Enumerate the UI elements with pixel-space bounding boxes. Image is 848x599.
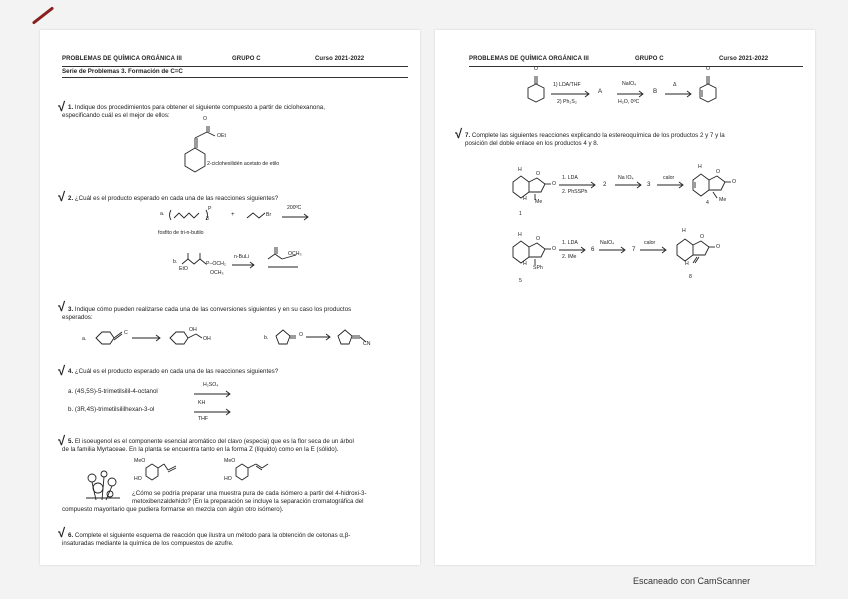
reaction-arrow — [559, 182, 599, 188]
p3-text-2: esperados: — [62, 314, 93, 321]
reaction-arrow — [282, 214, 312, 220]
p7-r2-p-num: 8 — [689, 274, 692, 280]
p4-a: a. (4S,5S)-5-trimetilsilil-4-octanol — [68, 388, 158, 395]
p6-text-1: 6. Complete el siguiente esquema de reacción que ilustra un método para la obtención de cetonas α,β- — [68, 532, 351, 539]
p7-n3: 3 — [647, 181, 651, 188]
left-page — [40, 30, 420, 565]
p5-text-2: de la familia Myrtaceae. En la planta se encuentra tanto en la forma Z (líquido) como en la E (sólido). — [62, 446, 339, 453]
p7-r2-r2: NaIO₄ — [600, 240, 615, 246]
header-group: GRUPO C — [232, 56, 261, 62]
series-title: Serie de Problemas 3. Formación de C=C — [62, 68, 183, 75]
p7-r1-r1-bot: 2. PhSSPh — [562, 189, 588, 195]
header-course: Curso 2021-2022 — [315, 56, 365, 62]
left-header — [62, 56, 410, 66]
p6-a: A — [598, 88, 603, 95]
p7-r2-co: O — [552, 246, 557, 252]
p2-a-temp: 200ºC — [287, 205, 302, 211]
p7-r1-p-o: O — [716, 169, 721, 175]
p7-r2-r3: calor — [644, 240, 656, 246]
header-group: GRUPO C — [635, 56, 664, 62]
p2-a-sub3: 3 — [206, 216, 209, 222]
p7-text-1: 7. Complete las siguientes reacciones explicando la estereoquímica de los productos 2 y 7 y la — [465, 132, 725, 139]
reaction-arrow — [665, 91, 695, 97]
p6-prod-o: O — [706, 66, 711, 72]
p7-r2-sph: SPh — [533, 265, 543, 271]
p7-n7: 7 — [632, 246, 636, 253]
p2-a-br: Br — [266, 212, 272, 218]
p3-text-1: 3. Indique cómo pueden realizarse cada una de las conversiones siguientes y en su caso los productos — [68, 306, 352, 313]
header-title: PROBLEMAS DE QUÍMICA ORGÁNICA III — [62, 56, 182, 62]
p3-a-label: a. — [82, 336, 87, 342]
check-mark: √ — [58, 363, 66, 378]
check-mark: √ — [58, 525, 66, 540]
header-title: PROBLEMAS DE QUÍMICA ORGÁNICA III — [469, 56, 589, 62]
p6-r3: Δ — [673, 82, 677, 88]
scanner-watermark: Escaneado con CamScanner — [633, 576, 751, 586]
p2-b-reagent: n-BuLi — [234, 254, 249, 260]
p7-r1-r3: calor — [663, 175, 675, 181]
p5-question-3: compuesto mayoritario que pudiera formarse en mezcla con algún otro isómero). — [62, 506, 284, 513]
p5-question-1: ¿Cómo se podría preparar una muestra pura de cada isómero a partir del 4-hidroxi-3- — [132, 490, 367, 497]
right-page — [435, 30, 815, 565]
p5-s2-meo: MeO — [224, 458, 236, 464]
p7-r2-p-h2: H — [685, 261, 689, 267]
p7-n2: 2 — [603, 181, 607, 188]
p7-r2-r1-top: 1. LDA — [562, 240, 578, 246]
p3-a-oh2: OH — [203, 336, 211, 342]
reaction-arrow — [232, 262, 258, 268]
p7-r1-p-h: H — [698, 164, 702, 170]
p7-r1-p-me: Me — [719, 197, 727, 203]
pen-mark — [32, 6, 54, 24]
reaction-arrow — [615, 182, 645, 188]
p3-b-o: O — [299, 332, 304, 338]
p7-r2-o: O — [536, 236, 541, 242]
check-mark: √ — [58, 99, 66, 114]
p6-cyclohexanone — [525, 72, 545, 106]
p4-a-reagent: H₂SO₄ — [203, 382, 219, 388]
p2-a-name: fosfito de tri-n-butilo — [158, 230, 204, 236]
p4-b-reagent-top: KH — [198, 400, 206, 406]
p4-b: b. (3R,4S)-trimetilsililhexan-3-ol — [68, 406, 155, 413]
check-mark: √ — [58, 433, 66, 448]
title-rule — [62, 77, 408, 78]
p1-compound-name: 2-ciclohexilidén acetato de etilo — [207, 161, 280, 167]
p1-text-1: 1. Indique dos procedimientos para obtener el siguiente compuesto a partir de ciclohexanona, — [68, 104, 325, 111]
p3-b-label: b. — [264, 335, 269, 341]
p5-s2-ho: HO — [224, 476, 232, 482]
p7-r1-h-top: H — [518, 167, 522, 173]
p6-enone — [697, 72, 721, 106]
p7-r2-num: 5 — [519, 278, 522, 284]
p7-r2-p-h: H — [682, 228, 686, 234]
p4-b-reagent-bot: THF — [198, 416, 209, 422]
p7-r2-p-o: O — [700, 234, 705, 240]
p7-r2-r1-bot: 2. IMe — [562, 254, 577, 260]
p1-structure — [175, 126, 235, 176]
p1-o-label: O — [203, 116, 208, 122]
header-rule — [469, 66, 803, 67]
p7-r1-h-bot: H — [523, 196, 527, 202]
header-course: Curso 2021-2022 — [719, 56, 769, 62]
right-header — [457, 56, 805, 66]
p7-r1-r2: Na IO₄ — [618, 175, 634, 181]
p7-r2-h-top: H — [518, 232, 522, 238]
p7-r1-me: Me — [535, 199, 543, 205]
p5-text-1: 5. El isoeugenol es el componente esencial aromático del clavo (especia) que es la flor seca de un árbol — [68, 438, 354, 445]
p3-a-scheme — [92, 326, 242, 350]
p7-r1-num: 1 — [519, 211, 522, 217]
check-mark: √ — [58, 189, 66, 204]
p6-r1-top: 1) LDA/THF — [553, 82, 581, 88]
p7-r1-co: O — [552, 181, 557, 187]
p2-b-label: b. — [173, 259, 178, 265]
reaction-arrow — [551, 91, 593, 97]
p7-r1-r1-top: 1. LDA — [562, 175, 578, 181]
p7-text-2: posición del doble enlace en los productos 4 y 8. — [465, 140, 599, 147]
p7-r2-h-bot: H — [523, 261, 527, 267]
p2-a-label: a. — [160, 211, 165, 217]
reaction-arrow — [617, 91, 647, 97]
p6-b: B — [653, 88, 658, 95]
p2-a-plus: + — [231, 211, 235, 218]
reaction-arrow — [599, 247, 629, 253]
p2-b-och2: P–OCH₂ — [206, 261, 226, 267]
check-mark: √ — [455, 126, 463, 141]
reaction-arrow — [194, 391, 234, 397]
p5-s1-ho: HO — [134, 476, 142, 482]
p4-text: 4. ¿Cuál es el producto esperado en cada una de las reacciones siguientes? — [68, 368, 279, 375]
p2-b-och3: OCH₃ — [210, 270, 224, 276]
p7-r1-p-num: 4 — [706, 200, 709, 206]
p7-r1-o: O — [536, 171, 541, 177]
p3-b-scheme — [272, 326, 382, 352]
check-mark: √ — [58, 299, 66, 314]
p3-a-c: C — [124, 330, 128, 336]
clove-illustration — [82, 468, 124, 504]
p7-n6: 6 — [591, 246, 595, 253]
header-rule — [62, 66, 408, 67]
p2-text: 2. ¿Cuál es el producto esperado en cada una de las reacciones siguientes? — [68, 195, 279, 202]
p6-r2-top: NaIO₄ — [622, 81, 637, 87]
p7-r2-p-co: O — [716, 244, 721, 250]
reaction-arrow — [559, 247, 589, 253]
p6-r1-bot: 2) Ph₂S₂ — [557, 99, 577, 105]
p2-b-product-och3: OCH₃ — [288, 251, 302, 257]
p1-oet-label: OEt — [217, 133, 226, 139]
reaction-arrow — [194, 409, 234, 415]
p2-a-p: P — [208, 206, 212, 212]
p1-text-2: especificando cuál es el mejor de ellos: — [62, 112, 170, 119]
p5-s1-meo: MeO — [134, 458, 146, 464]
p6-r2-bot: H₂O, 0ºC — [618, 99, 640, 105]
p6-o-label: O — [534, 66, 539, 72]
p3-b-cn: CN — [363, 341, 371, 347]
reaction-arrow — [657, 182, 687, 188]
p3-a-oh: OH — [189, 327, 197, 333]
p5-question-2: metoxibenzaldehído? (En la preparación se incluye la separación cromatográfica del — [132, 498, 364, 505]
p2-b-eto: EtO — [179, 266, 188, 272]
p6-text-2: insaturadas mediante la química de los compuestos de azufre. — [62, 540, 234, 547]
reaction-arrow — [640, 247, 670, 253]
p7-r1-p-co: O — [732, 179, 737, 185]
